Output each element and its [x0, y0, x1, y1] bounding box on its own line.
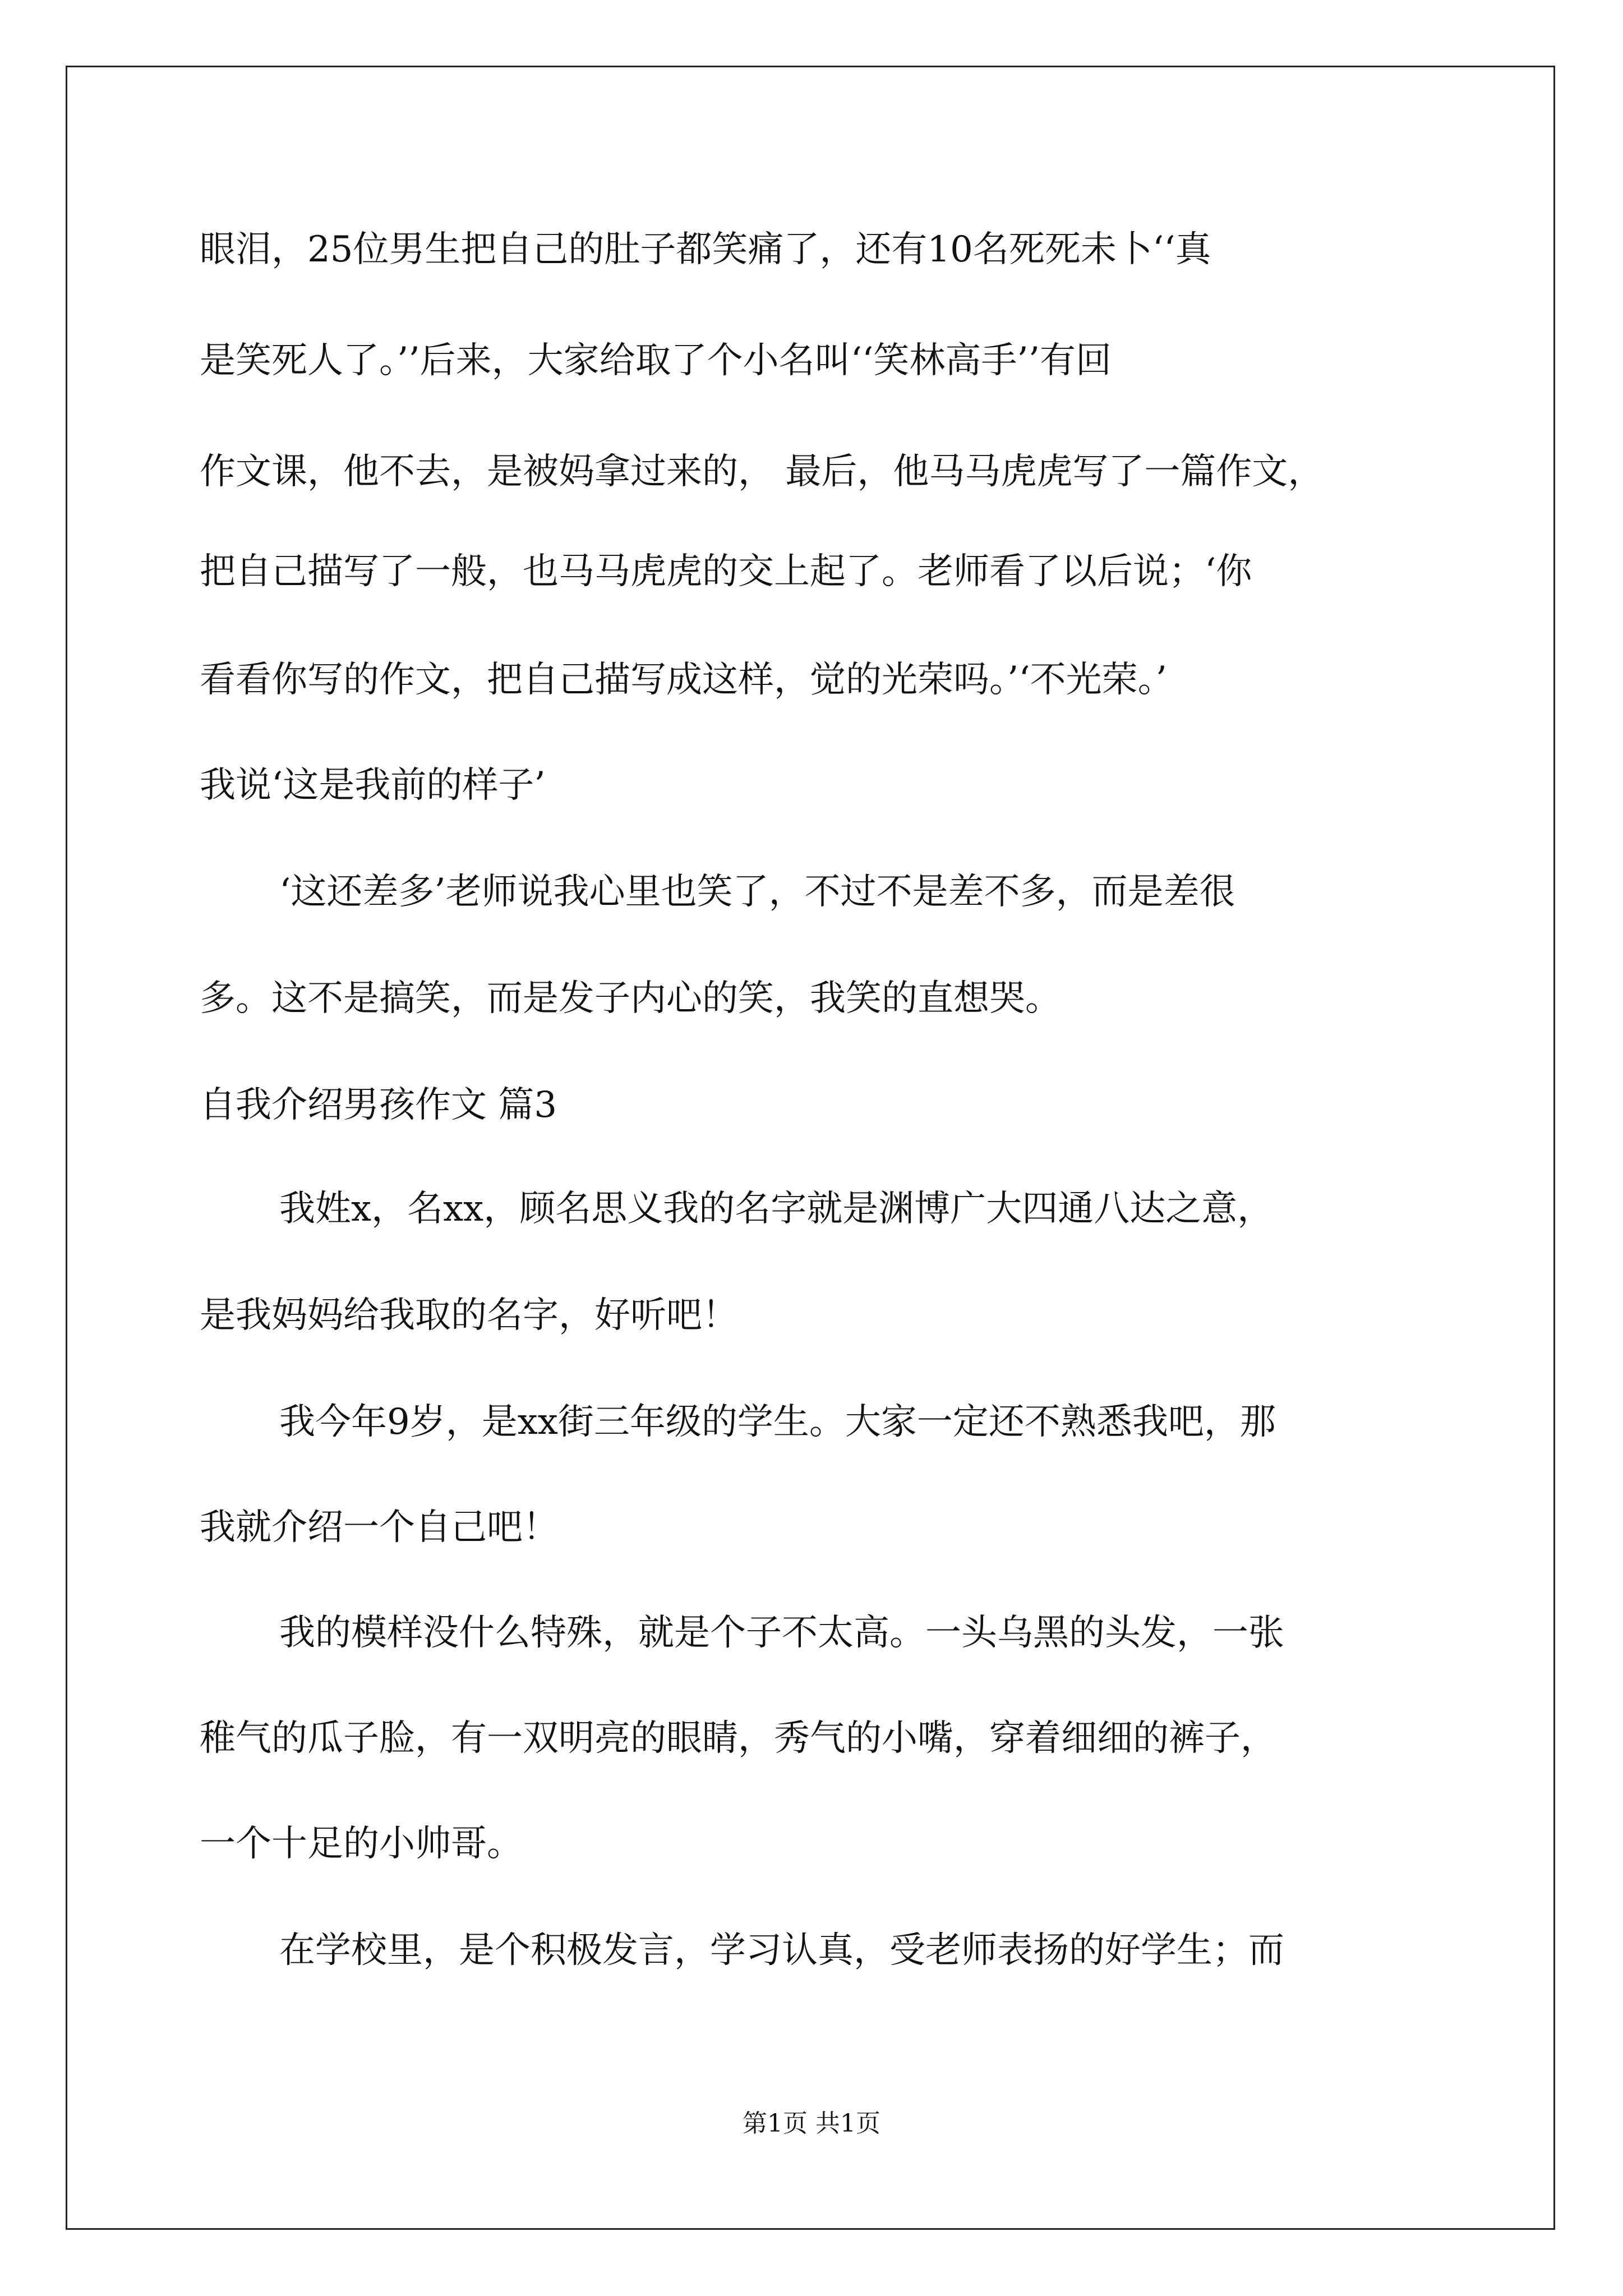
text-line: 稚气的瓜子脸，有一双明亮的眼睛，秀气的小嘴，穿着细细的裤子， — [200, 1718, 1276, 1759]
text-line: 我说‘这是我前的样子’ — [200, 765, 546, 806]
text-line: 在学校里，是个积极发言，学习认真，受老师表扬的好学生；而 — [279, 1930, 1284, 1971]
text-line: 是我妈妈给我取的名字，好听吧！ — [200, 1295, 738, 1336]
page-border — [66, 66, 1555, 2230]
page-footer: 第1页 共1页 — [743, 2109, 880, 2138]
text-line: 我就介绍一个自己吧！ — [200, 1507, 559, 1548]
text-line: 是笑死人了。’’后来，大家给取了个小名叫‘‘笑林高手’’有回 — [200, 340, 1112, 381]
text-line: 我姓x，名xx，顾名思义我的名字就是渊博广大四通八达之意， — [279, 1188, 1274, 1230]
text-line: 一个十足的小帅哥。 — [200, 1823, 523, 1865]
text-line: 我的模样没什么特殊，就是个子不太高。一头乌黑的头发，一张 — [279, 1612, 1284, 1654]
text-line: 把自己描写了一般，也马马虎虎的交上起了。老师看了以后说；‘你 — [200, 551, 1252, 592]
text-line: ‘这还差多’老师说我心里也笑了，不过不是差不多，而是差很 — [279, 871, 1235, 913]
text-line: 作文课，他不去，是被妈拿过来的， 最后，他马马虎虎写了一篇作文， — [200, 451, 1324, 493]
text-line: 我今年9岁，是xx街三年级的学生。大家一定还不熟悉我吧，那 — [279, 1401, 1276, 1443]
text-line: 多。这不是搞笑，而是发子内心的笑，我笑的直想哭。 — [200, 978, 1061, 1019]
text-line: 眼泪，25位男生把自己的肚子都笑痛了，还有10名死死未卜‘‘真 — [200, 229, 1211, 270]
section-heading: 自我介绍男孩作文 篇3 — [200, 1084, 557, 1126]
text-line: 看看你写的作文，把自己描写成这样，觉的光荣吗。’‘不光荣。’ — [200, 659, 1168, 701]
